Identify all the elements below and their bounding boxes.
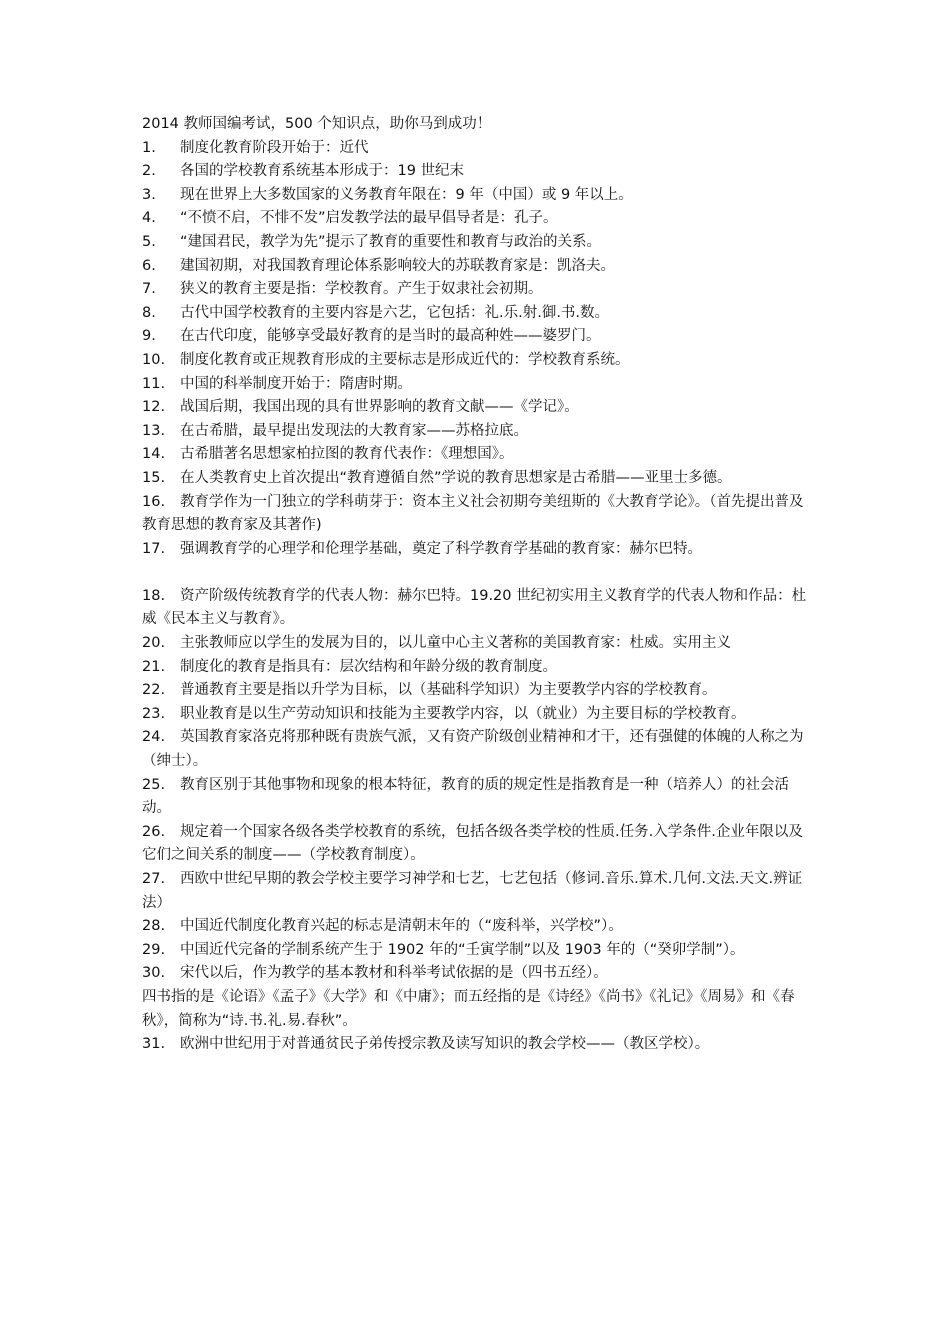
- item-text: 制度化的教育是指具有：层次结构和年龄分级的教育制度。: [180, 658, 557, 675]
- item-text: 强调教育学的心理学和伦理学基础，奠定了科学教育学基础的教育家：赫尔巴特。: [180, 540, 702, 557]
- list-item: [142, 774, 812, 821]
- list-item: [142, 184, 812, 208]
- item-number: 10.: [142, 351, 166, 368]
- item-number: 5.: [142, 233, 156, 250]
- item-number: 2.: [142, 163, 156, 180]
- item-number: 11.: [142, 375, 166, 392]
- item-number: 6.: [142, 257, 156, 274]
- item-text: 资产阶级传统教育学的代表人物：赫尔巴特。19.20 世纪初实用主义教育学的代表人物和作品：杜威《民本主义与教育》。: [142, 587, 807, 628]
- list-item: [142, 679, 812, 703]
- list-item: [142, 137, 812, 161]
- list-item: [142, 231, 812, 255]
- list-item: [142, 632, 812, 656]
- item-text: 各国的学校教育系统基本形成于：19 世纪末: [180, 163, 465, 180]
- item-number: 18.: [142, 587, 166, 604]
- list-item: [142, 726, 812, 773]
- item-number: 17.: [142, 540, 166, 557]
- item-text: 英国教育家洛克将那种既有贵族气派，又有资产阶级创业精神和才干，还有强健的体魄的人称之为（绅士）。: [142, 729, 804, 770]
- item-number: 24.: [142, 729, 166, 746]
- list-item: [142, 821, 812, 868]
- item-text: 教育区别于其他事物和现象的根本特征，教育的质的规定性是指教育是一种（培养人）的社会活动。: [142, 776, 789, 817]
- item-text: 在人类教育史上首次提出“教育遵循自然”学说的教育思想家是古希腊——亚里士多德。: [180, 469, 732, 486]
- item-text: 欧洲中世纪用于对普通贫民子弟传授宗教及读写知识的教会学校——（教区学校）。: [180, 1036, 710, 1053]
- item-number: 7.: [142, 281, 156, 298]
- item-text: 规定着一个国家各级各类学校教育的系统，包括各级各类学校的性质.任务.入学条件.企业年限以及它们之间关系的制度——（学校教育制度）。: [142, 823, 803, 864]
- item-number: 9.: [142, 328, 156, 345]
- item-text: 在古希腊，最早提出发现法的大教育家——苏格拉底。: [180, 422, 528, 439]
- item-text: 中国近代制度化教育兴起的标志是清朝末年的（“废科举，兴学校”）。: [180, 918, 623, 935]
- list-item: [142, 491, 812, 538]
- list-item: [142, 160, 812, 184]
- item-text: “建国君民，教学为先”提示了教育的重要性和教育与政治的关系。: [180, 233, 602, 250]
- item-text: 普通教育主要是指以升学为目标，以（基础科学知识）为主要教学内容的学校教育。: [180, 682, 717, 699]
- item-text: “不愤不启，不悱不发”启发教学法的最早倡导者是：孔子。: [180, 210, 558, 227]
- document-body: [142, 113, 812, 1057]
- list-item: [142, 443, 812, 467]
- item-number: 22.: [142, 682, 166, 699]
- item-text: 中国的科举制度开始于：隋唐时期。: [180, 375, 412, 392]
- item-text: 在古代印度，能够享受最好教育的是当时的最高种姓——婆罗门。: [180, 328, 601, 345]
- knowledge-point-list: [142, 137, 812, 986]
- list-item: [142, 703, 812, 727]
- item-number: 13.: [142, 422, 166, 439]
- item-number: 3.: [142, 186, 156, 203]
- list-item: [142, 467, 812, 491]
- list-item: [142, 868, 812, 915]
- list-item: [142, 396, 812, 420]
- item-text: 中国近代完备的学制系统产生于 1902 年的“壬寅学制”以及 1903 年的（“癸卯学制”）。: [180, 941, 745, 958]
- item-number: 20.: [142, 635, 166, 652]
- list-item: [142, 585, 812, 632]
- item-number: 12.: [142, 399, 166, 416]
- item-text: 教育学作为一门独立的学科萌芽于：资本主义社会初期夸美纽斯的《大教育学论》。（首先提出普及教育思想的教育家及其著作): [142, 493, 804, 534]
- list-item: [142, 656, 812, 680]
- item-number: 31.: [142, 1036, 166, 1053]
- item-text: 制度化教育阶段开始于：近代: [180, 139, 369, 156]
- item-text: 西欧中世纪早期的教会学校主要学习神学和七艺，七艺包括（修词.音乐.算术.几何.文法.天文.辨证法）: [142, 871, 803, 911]
- item-number: 1.: [142, 139, 156, 156]
- list-item: [142, 255, 812, 279]
- list-item: [142, 538, 812, 562]
- list-item: [142, 939, 812, 963]
- item-number: 28.: [142, 918, 166, 935]
- list-item: [142, 420, 812, 444]
- item-number: 23.: [142, 705, 166, 722]
- item-text: 主张教师应以学生的发展为目的，以儿童中心主义著称的美国教育家：杜威。实用主义: [180, 635, 731, 652]
- item-text: 现在世界上大多数国家的义务教育年限在：9 年（中国）或 9 年以上。: [180, 186, 633, 203]
- item-text: 战国后期，我国出现的具有世界影响的教育文献——《学记》。: [180, 399, 579, 416]
- item-number: 4.: [142, 210, 156, 227]
- list-item: [142, 278, 812, 302]
- list-item: [142, 373, 812, 397]
- list-item: [142, 207, 812, 231]
- item-number: 16.: [142, 493, 166, 510]
- list-item: [142, 962, 812, 986]
- list-item: [142, 1033, 812, 1057]
- item-text: 古代中国学校教育的主要内容是六艺，它包括：礼.乐.射.御.书.数。: [180, 304, 610, 321]
- item-number: 14.: [142, 446, 166, 463]
- document-title: 2014 教师国编考试，500 个知识点，助你马到成功！: [142, 116, 492, 132]
- item-number: 21.: [142, 658, 166, 675]
- item-text: 制度化教育或正规教育形成的主要标志是形成近代的：学校教育系统。: [180, 351, 630, 368]
- item-text: 建国初期，对我国教育理论体系影响较大的苏联教育家是：凯洛夫。: [180, 257, 615, 274]
- item-number: 29.: [142, 941, 166, 958]
- item-text: 宋代以后，作为教学的基本教材和科举考试依据的是（四书五经）。: [180, 965, 608, 982]
- item-number: 26.: [142, 823, 166, 840]
- list-item: [142, 349, 812, 373]
- item-number: 8.: [142, 304, 156, 321]
- item-text: 古希腊著名思想家柏拉图的教育代表作：《理想国》。: [180, 446, 514, 463]
- item-text: 狭义的教育主要是指：学校教育。产生于奴隶社会初期。: [180, 281, 543, 298]
- item-number: 30.: [142, 965, 166, 982]
- item-number: 15.: [142, 469, 166, 486]
- item-number: 27.: [142, 871, 166, 887]
- item-text: 职业教育是以生产劳动知识和技能为主要教学内容，以（就业）为主要目标的学校教育。: [180, 705, 746, 722]
- list-item: [142, 325, 812, 349]
- note-paragraph: 四书指的是《论语》《孟子》《大学》和《中庸》；而五经指的是《诗经》《尚书》《礼记》《周易》和《春秋》，简称为“诗.书.礼.易.春秋”。: [142, 988, 795, 1029]
- list-item: [142, 915, 812, 939]
- item-number: 25.: [142, 776, 166, 793]
- list-item: [142, 302, 812, 326]
